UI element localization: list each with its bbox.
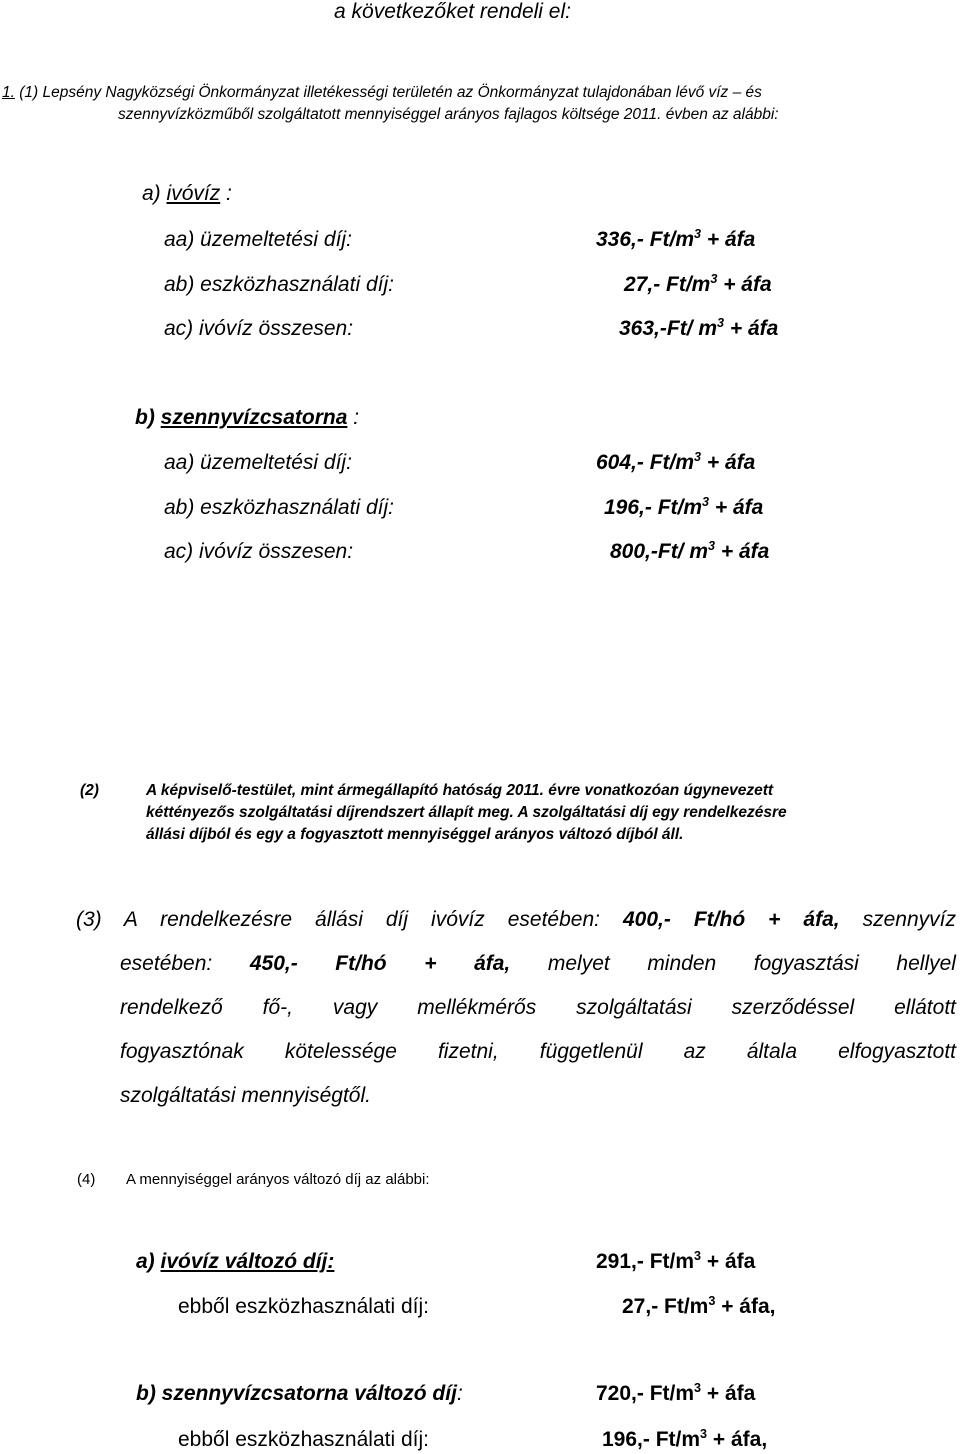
section-b-row-2-label: ab) eszközhasználati díj: [164,496,394,519]
variable-a-title: ivóvíz változó díj: [160,1250,335,1273]
paragraph-1-text: (1) Lepsény Nagyközségi Önkormányzat illetékességi területén az Önkormányzat tulajdonában lévő víz – és [14,84,762,101]
section-b-colon: : [347,406,360,429]
variable-b-sub-label: ebből eszközhasználati díj: [178,1428,429,1451]
paragraph-2-line-1: A képviselő-testület, mint ármegállapító hatóság 2011. évre vonatkozóan úgynevezett [146,782,774,799]
paragraph-2-number: (2) [80,782,99,799]
wastewater-standing-fee: 450,- Ft/hó + áfa, [249,952,511,975]
paragraph-1-line-2: szennyvízközműből szolgáltatott mennyiséggel arányos fajlagos költsége 2011. évben az alábbi: [118,106,779,123]
section-b-row-2-value: 196,- $Ft/m^3$ + áfa [604,495,764,519]
paragraph-3-line-3: rendelkező fő-, vagy mellékmérős szolgáltatási szerződéssel ellátott [120,996,956,1019]
section-a-row-1-value: 336,- $Ft/m^3$ + áfa [596,227,756,251]
paragraph-4-text: A mennyiséggel arányos változó díj az alábbi: [126,1171,430,1188]
section-a-row-3-value: 363,-Ft/ $m^3$ + áfa [619,316,779,340]
paragraph-3-line-5: szolgáltatási mennyiségtől. [120,1084,371,1107]
section-b-row-1-value: 604,- $Ft/m^3$ + áfa [596,450,756,474]
drinking-water-standing-fee: 400,- Ft/hó + áfa, [622,908,840,931]
section-a-label: a) [142,182,161,205]
variable-a-value: 291,- $Ft/m^3$ + áfa [596,1249,756,1273]
section-b-row-1-label: aa) üzemeltetési díj: [164,451,352,474]
section-b-heading [135,406,359,430]
section-b-row-3-label: ac) ivóvíz összesen: [164,540,354,563]
section-b-title: szennyvízcsatorna [160,406,348,429]
section-a-colon: : [220,182,232,205]
variable-b-colon: : [456,1382,463,1405]
paragraph-2-line-2: kéttényezős szolgáltatási díjrendszert állapít meg. A szolgáltatási díj egy rendelkezésre [146,804,787,821]
variable-a-heading [136,1250,334,1274]
section-a-row-2-value: 27,- $Ft/m^3$ + áfa [624,272,772,296]
paragraph-2-line-3: állási díjból és egy a fogyasztott mennyiséggel arányos változó díjból áll. [146,826,684,843]
section-a-heading [142,182,232,206]
paragraph-4-number: (4) [77,1171,96,1188]
variable-a-sub-value: 27,- $Ft/m^3$ + áfa, [622,1294,776,1318]
variable-a-label: a) [136,1250,155,1273]
section-a-row-3-label: ac) ivóvíz összesen: [164,317,354,340]
variable-b-label: b) [136,1382,156,1405]
variable-a-sub-label: ebből eszközhasználati díj: [178,1295,429,1318]
section-a-title: ivóvíz [166,182,221,205]
variable-b-sub-value: 196,- $Ft/m^3$ + áfa, [602,1427,768,1451]
section-a-row-1-label: aa) üzemeltetési díj: [164,228,352,251]
paragraph-3-line-4: fogyasztónak kötelessége fizetni, függetlenül az általa elfogyasztott [120,1040,956,1063]
variable-b-value: 720,- $Ft/m^3$ + áfa [596,1381,756,1405]
paragraph-3-line-2: esetében: 450,- Ft/hó + áfa, melyet minden fogyasztási hellyel [120,952,956,975]
variable-b-heading [136,1382,463,1406]
section-a-row-2-label: ab) eszközhasználati díj: [164,273,394,296]
intro-text: a következőket rendeli el: [334,0,571,23]
section-b-row-3-value: 800,-Ft/ $m^3$ + áfa [610,539,770,563]
paragraph-1-line-1 [2,84,762,102]
paragraph-1-number: 1. [2,84,15,101]
section-b-label: b) [135,406,155,429]
paragraph-3-line-1: (3) A rendelkezésre állási díj ivóvíz esetében: 400,- Ft/hó + áfa, szennyvíz [76,908,956,931]
variable-b-title: szennyvízcsatorna változó díj [161,1382,457,1405]
